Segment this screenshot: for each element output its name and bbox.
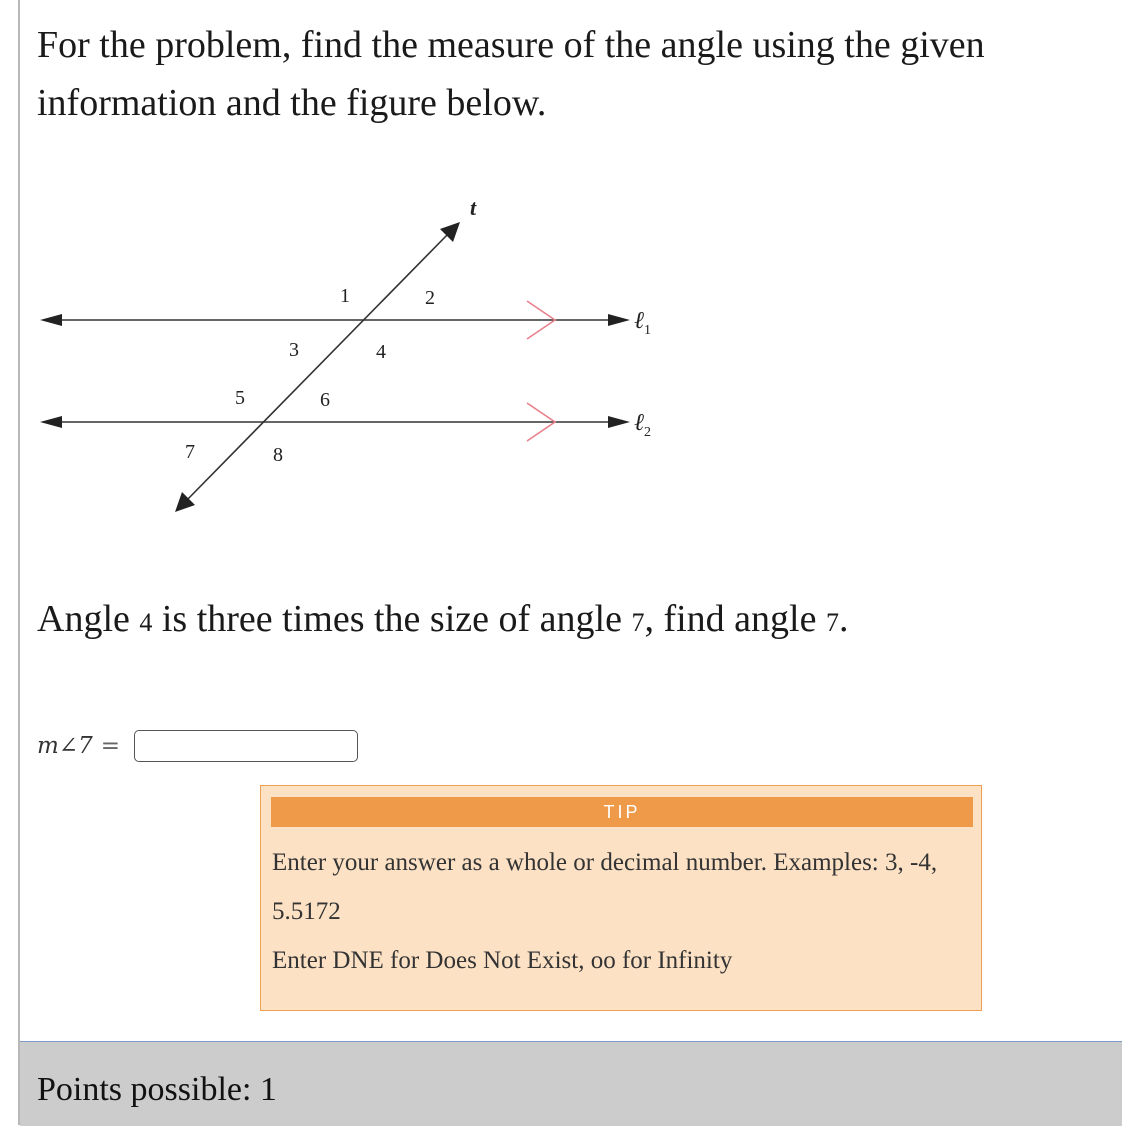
- angle-label-4: 4: [376, 341, 386, 363]
- answer-input[interactable]: [134, 730, 358, 762]
- line-l1-right-arrowhead: [608, 314, 630, 326]
- points-footer: [20, 1041, 1122, 1126]
- angle-label-6: 6: [320, 389, 330, 411]
- line-l1-left-arrowhead: [40, 314, 62, 326]
- tip-line-format: Enter your answer as a whole or decimal number. Examples: 3, -4, 5.5172: [272, 849, 938, 925]
- angle-label-3: 3: [289, 339, 299, 361]
- question-prompt: For the problem, find the measure of the angle using the given information and the figure below.: [37, 24, 985, 124]
- points-possible: Points possible: 1: [37, 1071, 277, 1108]
- line-l1-label: ℓ$_1$: [634, 308, 651, 338]
- angle-label-2: 2: [425, 287, 435, 309]
- question-page: [18, 0, 1122, 1125]
- line-l2-right-arrowhead: [608, 416, 630, 428]
- line-l2-left-arrowhead: [40, 416, 62, 428]
- angle-label-7: 7: [185, 441, 195, 463]
- parallel-lines-figure: [20, 180, 720, 525]
- angle-label-8: 8: [273, 444, 283, 466]
- transversal-label: t: [470, 195, 477, 220]
- angle-label-5: 5: [235, 387, 245, 409]
- answer-row: [37, 728, 358, 764]
- answer-label: m∠7 =: [37, 733, 120, 759]
- tip-box: [260, 785, 982, 1011]
- tip-body: [272, 838, 972, 985]
- transversal-t: [185, 232, 450, 502]
- angle-statement: Angle 4 is three times the size of angle 7, find angle 7.: [37, 598, 849, 640]
- line-l2-label: ℓ$_2$: [634, 410, 651, 440]
- tip-header: TIP: [271, 797, 973, 827]
- angle-label-1: 1: [340, 285, 350, 307]
- tip-line-special-values: Enter DNE for Does Not Exist, oo for Infinity: [272, 947, 733, 974]
